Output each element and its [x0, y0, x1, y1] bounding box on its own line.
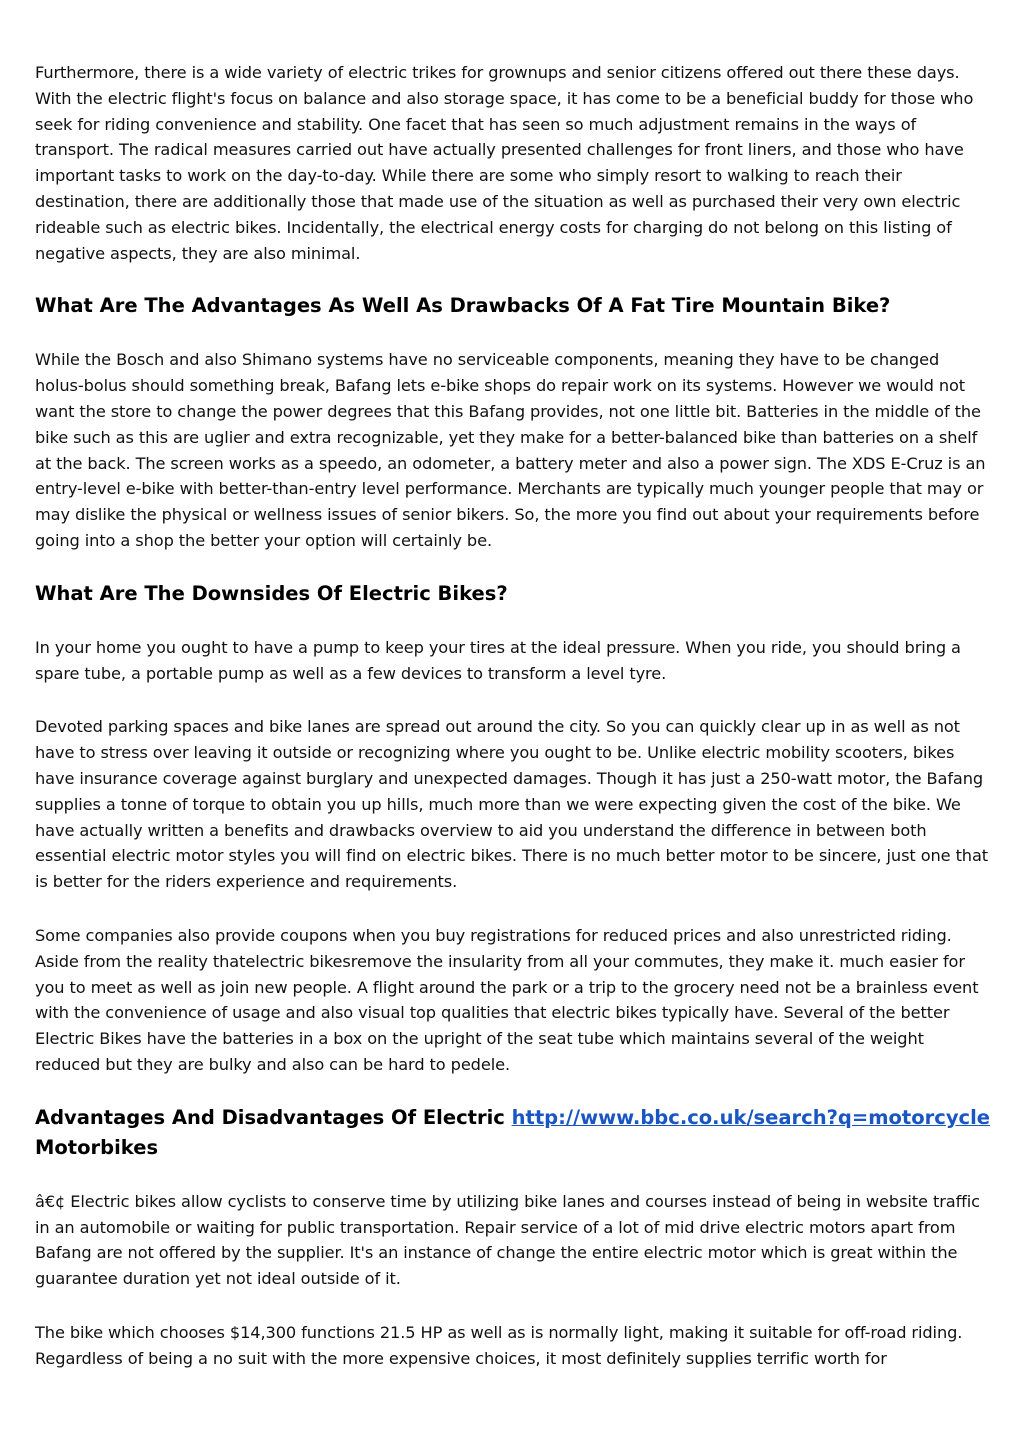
document-page	[35, 60, 991, 1371]
heading-motorbikes-lead: Advantages And Disadvantages Of Electric	[35, 1105, 512, 1129]
paragraph-3: In your home you ought to have a pump to keep your tires at the ideal pressure. When you ride, you should bring a spare tube, a portable pump as well as a few devices to transform a level tyre.	[35, 637, 961, 683]
paragraph-1: Furthermore, there is a wide variety of electric trikes for grownups and senior citizens offered out there these days. With the electric flight's focus on balance and also storage space, it has come to be a beneficial buddy for those who seek for riding convenience and stability. One facet that has seen so much adjustment remains in the ways of transport. The radical measures carried out have actually presented challenges for front liners, and those who have important tasks to work on the day-to-day. While there are some who simply resort to walking to reach their destination, there are additionally those that made use of the situation as well as purchased their very own electric rideable such as electric bikes. Incidentally, the electrical energy costs for charging do not belong on this listing of negative aspects, they are also minimal.	[35, 63, 974, 263]
paragraph-6: â€¢ Electric bikes allow cyclists to conserve time by utilizing bike lanes and courses instead of being in website traffic in an automobile or waiting for public transportation. Repair service of a lot of mid drive electric motors apart from Bafang are not offered by the supplier. It's an instance of change the entire electric motor which is great within the guarantee duration yet not ideal outside of it.	[35, 1191, 980, 1289]
heading-motorbikes-tail: Motorbikes	[35, 1135, 159, 1159]
heading-fat-tire-bike: What Are The Advantages As Well As Drawbacks Of A Fat Tire Mountain Bike?	[35, 294, 891, 318]
paragraph-4: Devoted parking spaces and bike lanes are spread out around the city. So you can quickly clear up in as well as not have to stress over leaving it outside or recognizing where you ought to be. Unlike electric mobility scooters, bikes have insurance coverage against burglary and unexpected damages. Though it has just a 250-watt motor, the Bafang supplies a tonne of torque to obtain you up hills, much more than we were expecting given the cost of the bike. We have actually written a benefits and drawbacks overview to aid you understand the difference in between both essential electric motor styles you will find on electric bikes. There is no much better motor to be sincere, just one that is better for the riders experience and requirements.	[35, 717, 989, 892]
paragraph-2: While the Bosch and also Shimano systems have no serviceable components, meaning they have to be changed holus-bolus should something break, Bafang lets e-bike shops do repair work on its systems. However we would not want the store to change the power degrees that this Bafang provides, not one little bit. Batteries in the middle of the bike such as this are uglier and extra recognizable, yet they make for a better-balanced bike than batteries on a shelf at the back. The screen works as a speedo, an odometer, a battery meter and also a power sign. The XDS E-Cruz is an entry-level e-bike with better-than-entry level performance. Merchants are typically much younger people that may or may dislike the physical or wellness issues of senior bikers. So, the more you find out about your requirements before going into a shop the better your option will certainly be.	[35, 350, 986, 550]
paragraph-7: The bike which chooses $14,300 functions 21.5 HP as well as is normally light, making it suitable for off-road riding. Regardless of being a no suit with the more expensive choices, it most definitely supplies terrific worth for	[35, 1322, 963, 1368]
paragraph-5: Some companies also provide coupons when you buy registrations for reduced prices and also unrestricted riding. Aside from the reality thatelectric bikesremove the insularity from all your commutes, they make it. much easier for you to meet as well as join new people. A flight around the park or a trip to the grocery need not be a brainless event with the convenience of usage and also visual top qualities that electric bikes typically have. Several of the better Electric Bikes have the batteries in a box on the upright of the seat tube which maintains several of the weight reduced but they are bulky and also can be hard to pedele.	[35, 925, 979, 1074]
heading-downsides: What Are The Downsides Of Electric Bikes?	[35, 581, 508, 605]
bbc-search-link[interactable]: http://www.bbc.co.uk/search?q=motorcycle	[511, 1105, 991, 1129]
heading-motorbikes	[35, 1103, 991, 1163]
